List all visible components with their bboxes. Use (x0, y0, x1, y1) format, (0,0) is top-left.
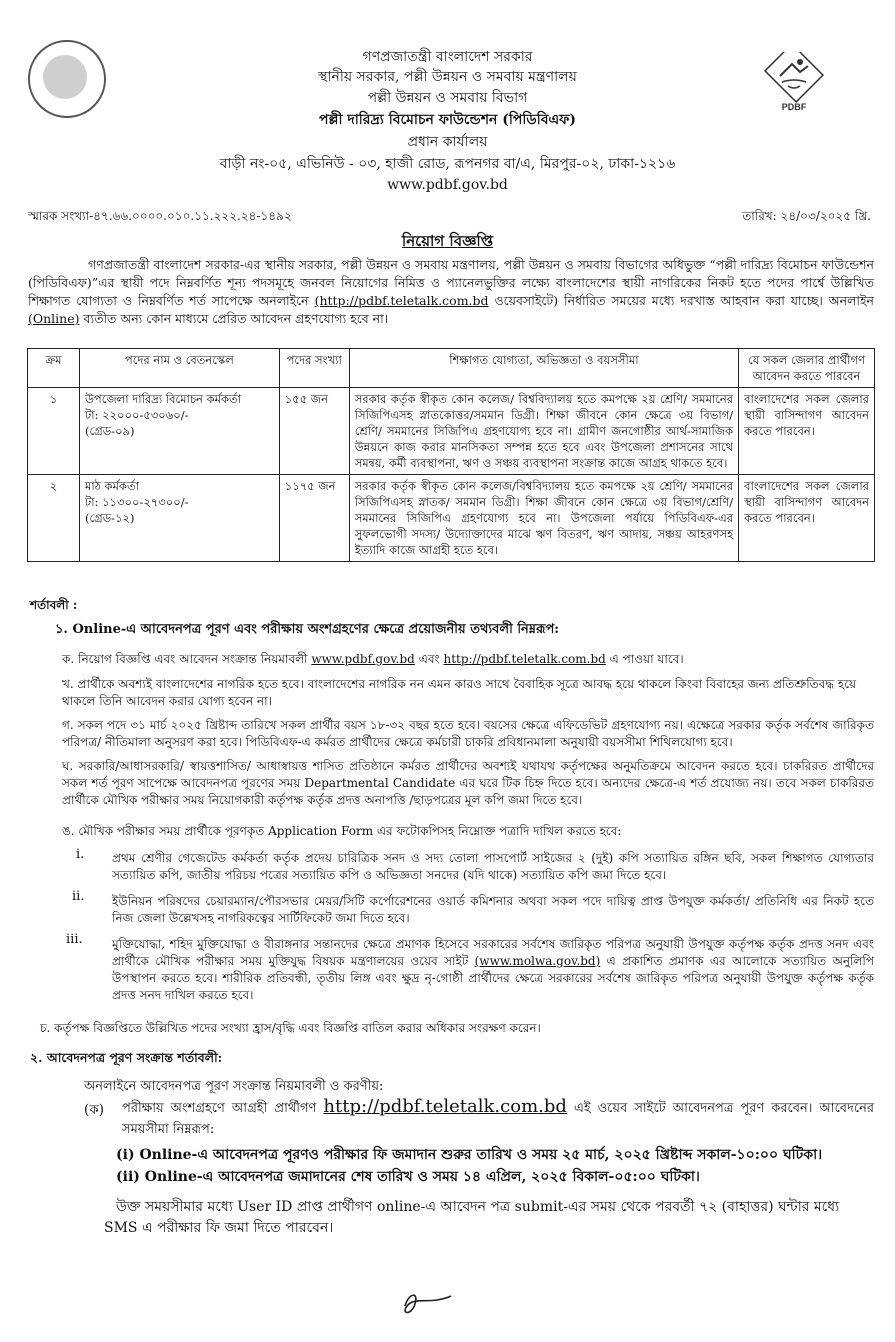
row-pay: টা: ১১৩০০-২৭৩০০/- (84, 495, 189, 509)
roman-item-3-text-a: মুক্তিযোদ্ধা, শহিদ মুক্তিযোদ্ধা ও বীরাঙ্গনার সন্তানদের ক্ষেত্রে প্রমাণক হিসেবে সরকারের সর্বশেষ জারিকৃত পরিপত্র অনুযায়ী উপযুক্ত কর্তৃপক্ষ কর্তৃক প্রদত্ত সনদ এবং প্রার্থীকে মৌখিক পরীক্ষার সময় মুক্তিযুদ্ধ বিষয়ক মন্ত্রণালয়ের ওয়েব সাইট (112, 937, 874, 968)
col-header-qualification: শিক্ষাগত যোগ্যতা, অভিজ্ঞতা ও বয়সসীমা (349, 349, 738, 388)
row-count: ১৫৫ জন (279, 388, 349, 475)
roman-item-3-text-b: এ প্রকাশিত প্রমাণক এর আলোকে সত্যায়িত অনুলিপি উপস্থাপন করতে হবে। শারীরিক প্রতিবন্ধী, তৃতীয় লিঙ্গ এবং ক্ষুদ্র নৃ-গোষ্ঠী প্রার্থীদের ক্ষেত্রে সরকারের সর্বশেষ জারিকৃত পরিপত্র অনুযায়ী উপযুক্ত কর্তৃপক্ষ কর্তৃক প্রদত্ত সনদ দাখিল করতে হবে। (112, 954, 874, 1002)
condition-umo: ঙ. মৌখিক পরীক্ষার সময় প্রার্থীকে পূরণকৃত Application Form এর ফটোকপিসহ নিম্নোক্ত পত্রাদি দাখিল করতে হবে: (62, 824, 622, 838)
section2-ka-text-a: পরীক্ষায় অংশগ্রহণে আগ্রহী প্রার্থীগণ (122, 1101, 317, 1116)
roman-item-3 (112, 936, 874, 1004)
row-count: ১১৭৫ জন (279, 475, 349, 562)
table-row (28, 388, 875, 475)
condition-ka (62, 651, 874, 668)
row-post: মাঠ কর্মকর্তা (84, 479, 139, 493)
condition-ka-text-a: ক. নিয়োগ বিজ্ঞপ্তি এবং আবেদন সংক্রান্ত নিয়মাবলী (62, 652, 308, 666)
roman-num-3: iii. (66, 932, 83, 947)
condition-ka-text-b: এ পাওয়া যাবে। (609, 652, 684, 666)
header-line-4: পল্লী দারিদ্র্য বিমোচন ফাউন্ডেশন (পিডিবিএফ) (319, 112, 576, 128)
intro-text-b: ওয়েবসাইটে) নির্ধারিত সময়ের মধ্যে দরখাস্ত আহবান করা যাচ্ছে। অনলাইন (494, 293, 874, 308)
pdbf-website-link[interactable]: www.pdbf.gov.bd (311, 652, 415, 666)
row-qualification: সরকার কর্তৃক স্বীকৃত কোন কলেজ/ বিশ্ববিদ্যালয় হতে কমপক্ষে ২য় শ্রেণি/ সমমানের সিজিপিএসহ স্নাতকোত্তর/সমমান ডিগ্রী। শিক্ষা জীবনে কোন ক্ষেত্রে ৩য় বিভাগ/ শ্রেণি/ সমমানের সিজিপিএ গ্রহণযোগ্য হবে না। গ্রামীণ জনগোষ্ঠীর আর্থ-সামাজিক উন্নয়নে কাজ করার মানসিকতা সম্পন্ন হতে হবে এবং উপজেলা প্রশাসনের সাথে সমন্বয়, কর্মী ব্যবস্থাপনা, ঋণ ও সঞ্চয় ব্যবস্থাপনা সংক্রান্ত কাজে আগ্রহ থাকতে হবে। (349, 388, 738, 475)
section1-heading: ১. Online-এ আবেদনপত্র পূরণ এবং পরীক্ষায় অংশগ্রহণের ক্ষেত্রে প্রয়োজনীয় তথ্যবলী নিম্নরূপ: (55, 622, 560, 637)
section2-ka (122, 1096, 874, 1140)
row-grade: (গ্রেড-১২) (84, 511, 135, 525)
row-serial: ১ (28, 388, 80, 475)
condition-ga: গ. সকল পদে ৩১ মার্চ ২০২৫ খ্রিষ্টাব্দ তারিখে সকল প্রার্থীর বয়স ১৮-৩২ বছর হতে হবে। বয়সের ক্ষেত্রে এফিডেভিট গ্রহণযোগ্য নয়। এক্ষেত্রে সরকার কর্তৃক সর্বশেষ জারিকৃত পরিপত্র/ নীতিমালা অনুসরণ করা হবে। পিডিবিএফ-এ কর্মরত প্রার্থীদের ক্ষেত্রে কর্মচারী চাকরি প্রবিধানমালা অনুযায়ী বয়সসীমা শিথিলযোগ্য হবে। (62, 718, 874, 749)
intro-text-c: ব্যতীত অন্য কোন মাধ্যমে প্রেরিত আবেদন গ্রহণযোগ্য হবে না। (83, 311, 389, 326)
row-districts: বাংলাদেশের সকল জেলার স্থায়ী বাসিন্দাগণ আবেদন করতে পারবেন। (739, 388, 875, 475)
header-address: বাড়ী নং-০৫, এভিনিউ - ০৩, হাজী রোড, রূপনগর বা/এ, মিরপুর-০২, ঢাকা-১২১৬ (219, 156, 676, 172)
col-header-districts: যে সকল জেলার প্রার্থীগণ আবেদন করতে পারবেন (739, 349, 875, 388)
condition-cha: চ. কর্তৃপক্ষ বিজ্ঞপ্তিতে উল্লিখিত পদের সংখ্যা হ্রাস/বৃদ্ধি এবং বিজ্ঞপ্তি বাতিল করার অধিকার সংরক্ষণ করেন। (40, 1021, 541, 1035)
intro-online: (Online) (28, 311, 80, 326)
header-line-1: গণপ্রজাতন্ত্রী বাংলাদেশ সরকার (362, 49, 533, 65)
intro-paragraph (28, 256, 874, 328)
row-serial: ২ (28, 475, 80, 562)
row-pay: টা: ২২০০০-৫৩০৬০/- (84, 408, 189, 422)
roman-num-2: ii. (72, 889, 85, 904)
row-qualification: সরকার কর্তৃক স্বীকৃত কোন কলেজ/বিশ্ববিদ্যালয় হতে কমপক্ষে ২য় শ্রেণি/ সমমানের সিজিপিএসহ স্নাতক/ সমমান ডিগ্রী। শিক্ষা জীবনে কোন ক্ষেত্রে ৩য় বিভাগ/শ্রেণি/সমমানের সিজিপিএ গ্রহণযোগ্য হবে না। উপজেলা পর্যায়ে পিডিবিএফ-এর সুফলভোগী সদস্য/ উদ্যোক্তাদের মাঝে ঋণ বিতরণ, ঋণ আদায়, সঞ্চয় আহরণসহ ইত্যাদি কাজে আগ্রহী হতে হবে। (349, 475, 738, 562)
vacancy-table (27, 348, 875, 562)
intro-text-a: গণপ্রজাতন্ত্রী বাংলাদেশ সরকার-এর স্থানীয় সরকার, পল্লী উন্নয়ন ও সমবায় মন্ত্রণালয়, পল্লী উন্নয়ন ও সমবায় বিভাগের অধিভুক্ত “পল্লী দারিদ্র্য বিমোচন ফাউন্ডেশন (পিডিবিএফ)”এর স্থায়ী পদে নিম্নবর্ণিত শূন্য পদসমূহে জনবল নিয়োগের নিমিত্ত ও প্যানেলভুক্তির লক্ষ্যে বাংলাদেশের স্থায়ী নাগরিকের নিকট হতে পদের পার্শ্বে উল্লিখিত শিক্ষাগত যোগ্যতা ও নিম্নবর্ণিত শর্ত সাপেক্ষে অনলাইনে (28, 257, 874, 308)
row-post-cell (79, 388, 279, 475)
section2-heading: ২. আবেদনপত্র পূরণ সংক্রান্ত শর্তাবলী: (30, 1050, 223, 1065)
memo-date: তারিখ: ২৪/০৩/২০২৫ খ্রি. (742, 209, 871, 223)
deadline-end: (ii) Online-এ আবেদনপত্র জমাদানের শেষ তারিখ ও সময় ১৪ এপ্রিল, ২০২৫ বিকাল-০৫:০০ ঘটিকা। (116, 1169, 700, 1185)
header-line-2: স্থানীয় সরকার, পল্লী উন্নয়ন ও সমবায় মন্ত্রণালয় (318, 69, 577, 85)
logo-label: PDBF (781, 102, 807, 112)
header-website: www.pdbf.gov.bd (387, 177, 508, 193)
row-grade: (গ্রেড-০৯) (84, 424, 135, 438)
col-header-count: পদের সংখ্যা (279, 349, 349, 388)
roman-item-2: ইউনিয়ন পরিষদের চেয়ারম্যান/পৌরসভার মেয়র/সিটি কর্পোরেশনের ওয়ার্ড কমিশনার অথবা সকল পদে দায়িত্ব প্রাপ্ত উপযুক্ত কর্মকর্তা/ প্রতিনিধি এর নিকট হতে নিজ জেলা উল্লেখসহ নাগরিকত্বের সার্টিফিকেট জমা দিতে হবে। (112, 894, 874, 925)
row-post-cell (79, 475, 279, 562)
sms-fee-note: উক্ত সময়সীমার মধ্যে User ID প্রাপ্ত প্রার্থীগণ online-এ আবেদন পত্র submit-এর সময় থেকে পরবর্তী ৭২ (বাহাত্তর) ঘন্টার মধ্যে SMS এ পরীক্ষার ফি জমা দিতে পারবেন। (104, 1199, 840, 1236)
condition-ka-mid: এবং (418, 652, 440, 666)
molwa-link[interactable]: (www.molwa.gov.bd) (474, 954, 601, 968)
section2-subheading: অনলাইনে আবেদনপত্র পূরণ সংক্রান্ত নিয়মাবলী ও করণীয়: (84, 1079, 384, 1094)
memo-number: স্মারক সংখ্যা-৪৭.৬৬.০০০০.০১০.১১.২২২.২৪-১৪৯২ (28, 209, 292, 223)
table-row (28, 475, 875, 562)
notice-title: নিয়োগ বিজ্ঞপ্তি (401, 232, 494, 250)
condition-gha: ঘ. সরকারি/আধাসরকারি/ স্বায়ত্তশাসিত/ আধাস্বায়ত্ত শাসিত প্রতিষ্ঠানে কর্মরত প্রার্থীদের অবশ্যই যথাযথ কর্তৃপক্ষের অনুমতিক্রমে আবেদন করতে হবে। চাকরিরত প্রার্থীদের সকল শর্ত পূরণ সাপেক্ষে আবেদনপত্র পূরণের সময় Departmental Candidate এর ঘরে টিক চিহ্ন দিতে হবে। অন্যদের ক্ষেত্রে-এ শর্ত প্রযোজ্য নয়। তবে সকল চাকরিরত প্রার্থীকে মৌখিক পরীক্ষার সময় নিয়োগকারী কর্তৃপক্ষ কর্তৃক প্রদত্ত অনাপত্তি /ছাড়পত্রের মূল কপি জমা দিতে হবে। (62, 759, 874, 807)
roman-item-1: প্রথম শ্রেণীর গেজেটেড কর্মকর্তা কর্তৃক প্রদেয় চারিত্রিক সনদ ও সদ্য তোলা পাসপোর্ট সাইজের ২ (দুই) কপি সত্যায়িত রঙ্গিন ছবি, সকল শিক্ষাগত যোগ্যতার সত্যায়িত কপি, জাতীয় পরিচয় পত্রের সত্যায়িত কপি ও অভিজ্ঞতা সনদের (যদি থাকে) সত্যায়িত কপি জমা দিতে হবে। (112, 851, 874, 882)
section2-ka-label: (ক) (84, 1102, 104, 1118)
teletalk-link[interactable]: http://pdbf.teletalk.com.bd (443, 652, 606, 666)
table-header-row (28, 349, 875, 388)
col-header-serial: ক্রম (28, 349, 80, 388)
section2-ka-text-b: এই ওয়েব সাইটে আবেদনপত্র পূরণ করবেন। আবেদনের সময়সীমা নিম্নরূপ: (122, 1101, 874, 1137)
roman-num-1: i. (76, 847, 85, 862)
header-line-5: প্রধান কার্যালয় (407, 134, 488, 150)
header-line-3: পল্লী উন্নয়ন ও সমবায় বিভাগ (367, 90, 528, 106)
condition-kha: খ. প্রার্থীকে অবশ্যই বাংলাদেশের নাগরিক হতে হবে। বাংলাদেশের নাগরিক নন এমন কারও সাথে বৈবাহিক সূত্রে আবদ্ধ হয়ে থাকলে কিংবা বিবাহের জন্য প্রতিশ্রুতিবদ্ধ হয়ে থাকলে তিনি আবেদন করার যোগ্য হবেন না। (62, 677, 857, 708)
teletalk-apply-link[interactable]: http://pdbf.teletalk.com.bd (323, 1096, 567, 1117)
conditions-title: শর্তাবলী : (30, 598, 78, 612)
intro-link[interactable]: (http://pdbf.teletalk.com.bd (314, 293, 489, 308)
row-post: উপজেলা দারিদ্র্য বিমোচন কর্মকর্তা (84, 392, 242, 406)
signature-mark (395, 1288, 455, 1320)
col-header-post: পদের নাম ও বেতনস্কেল (79, 349, 279, 388)
row-districts: বাংলাদেশের সকল জেলার স্থায়ী বাসিন্দাগণ আবেদন করতে পারবেন। (739, 475, 875, 562)
deadline-start: (i) Online-এ আবেদনপত্র পূরণও পরীক্ষার ফি জমাদান শুরুর তারিখ ও সময় ২৫ মার্চ, ২০২৫ খ্রিষ্টাব্দ সকাল-১০:০০ ঘটিকা। (116, 1147, 823, 1163)
